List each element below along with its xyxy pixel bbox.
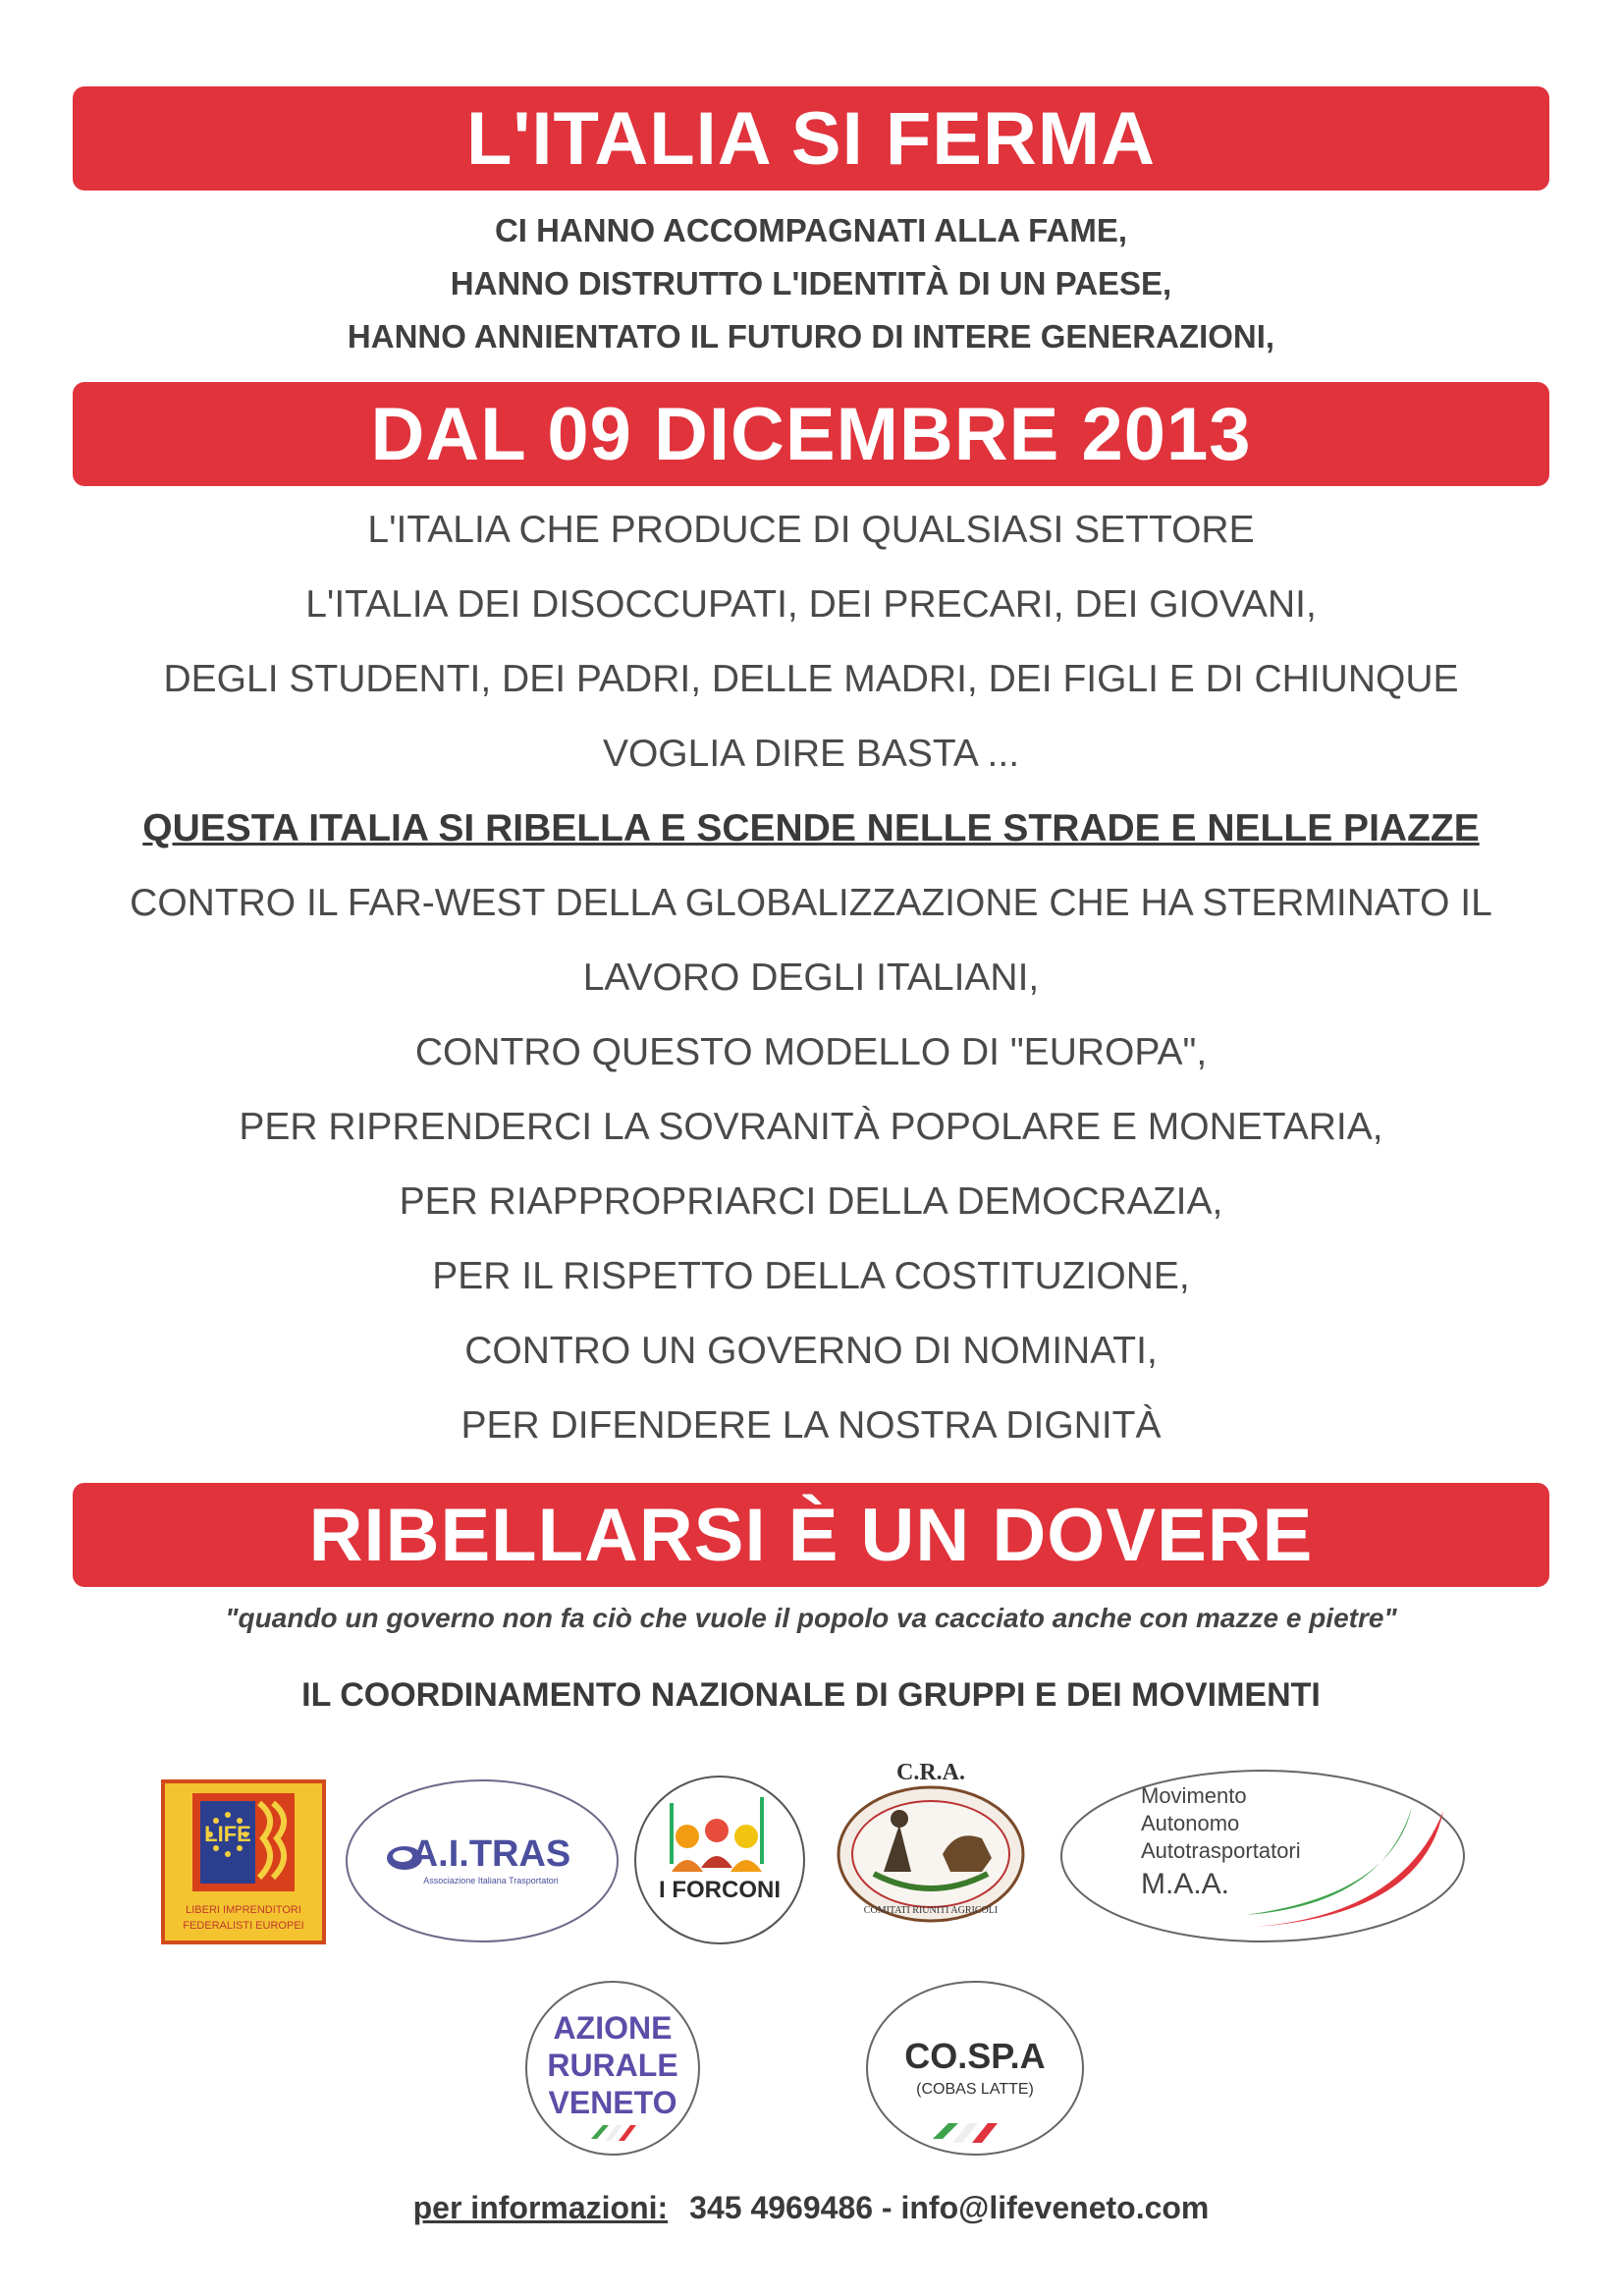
cospa-logo — [864, 1978, 1086, 2159]
svg-text:AZIONE: AZIONE — [553, 2010, 673, 2046]
body-line: VOGLIA DIRE BASTA ... — [602, 733, 1020, 775]
contact-label: per informazioni: — [412, 2190, 669, 2225]
svg-text:CO.SP.A: CO.SP.A — [904, 2036, 1046, 2076]
body-line: CONTRO UN GOVERNO DI NOMINATI, — [464, 1330, 1158, 1372]
body-line: PER IL RISPETTO DELLA COSTITUZIONE, — [432, 1255, 1190, 1297]
date-banner: DAL 09 DICEMBRE 2013 — [73, 382, 1549, 486]
svg-text:COMITATI RIUNITI AGRICOLI: COMITATI RIUNITI AGRICOLI — [863, 1905, 999, 1916]
svg-text:(COBAS LATTE): (COBAS LATTE) — [916, 2081, 1034, 2098]
quote: "quando un governo non fa ciò che vuole il popolo va cacciato anche con mazze e pietre" — [225, 1603, 1397, 1633]
body-line: DEGLI STUDENTI, DEI PADRI, DELLE MADRI, DEI FIGLI E DI CHIUNQUE — [163, 658, 1459, 700]
forconi-logo — [632, 1774, 807, 1946]
manifesto-text — [73, 493, 1549, 1463]
svg-text:FEDERALISTI EUROPEI: FEDERALISTI EUROPEI — [183, 1920, 304, 1932]
body-line: PER RIAPPROPRIARCI DELLA DEMOCRAZIA, — [399, 1180, 1223, 1223]
intro-line: HANNO DISTRUTTO L'IDENTITÀ DI UN PAESE, — [450, 265, 1172, 301]
body-line: L'ITALIA DEI DISOCCUPATI, DEI PRECARI, DEI GIOVANI, — [305, 583, 1317, 626]
svg-text:M.A.A.: M.A.A. — [1141, 1868, 1230, 1900]
svg-text:VENETO: VENETO — [548, 2085, 677, 2120]
body-line: PER RIPRENDERCI LA SOVRANITÀ POPOLARE E MONETARIA, — [239, 1106, 1383, 1148]
life-logo — [161, 1779, 326, 1944]
svg-text:Autotrasportatori: Autotrasportatori — [1141, 1838, 1301, 1863]
body-line: LAVORO DEGLI ITALIANI, — [582, 957, 1040, 999]
svg-text:Associazione Italiana Trasport: Associazione Italiana Trasportatori — [423, 1876, 559, 1886]
contact-info — [73, 2190, 1549, 2226]
coordination-title: IL COORDINAMENTO NAZIONALE DI GRUPPI E DEI MOVIMENTI — [301, 1676, 1321, 1714]
svg-text:I FORCONI: I FORCONI — [659, 1877, 781, 1903]
svg-text:LIBERI IMPRENDITORI: LIBERI IMPRENDITORI — [186, 1904, 301, 1916]
slogan-banner: RIBELLARSI È UN DOVERE — [73, 1483, 1549, 1587]
body-line: PER DIFENDERE LA NOSTRA DIGNITÀ — [460, 1404, 1162, 1447]
intro-line: HANNO ANNIENTATO IL FUTURO DI INTERE GENERAZIONI, — [347, 318, 1275, 355]
svg-text:RURALE: RURALE — [547, 2048, 678, 2083]
svg-text:LIFE: LIFE — [204, 1822, 251, 1846]
azione-rurale-veneto-logo — [522, 1978, 703, 2159]
svg-text:C.R.A.: C.R.A. — [896, 1760, 965, 1785]
body-line: CONTRO QUESTO MODELLO DI "EUROPA", — [414, 1031, 1208, 1073]
cra-logo — [835, 1756, 1027, 1942]
intro-line: CI HANNO ACCOMPAGNATI ALLA FAME, — [494, 212, 1128, 248]
aitras-logo — [344, 1777, 621, 1944]
intro-text — [73, 204, 1549, 363]
svg-text:A.I.TRAS: A.I.TRAS — [410, 1833, 571, 1875]
highlight-line: QUESTA ITALIA SI RIBELLA E SCENDE NELLE STRADE E NELLE PIAZZE — [142, 807, 1480, 849]
title-banner: L'ITALIA SI FERMA — [73, 86, 1549, 191]
body-line: L'ITALIA CHE PRODUCE DI QUALSIASI SETTORE — [367, 509, 1255, 551]
maa-logo — [1058, 1768, 1467, 1944]
svg-text:Autonomo: Autonomo — [1141, 1811, 1240, 1835]
body-line: CONTRO IL FAR-WEST DELLA GLOBALIZZAZIONE CHE HA STERMINATO IL — [130, 882, 1492, 924]
svg-text:Movimento: Movimento — [1141, 1783, 1247, 1808]
contact-details: 345 4969486 - info@lifeveneto.com — [689, 2190, 1210, 2225]
